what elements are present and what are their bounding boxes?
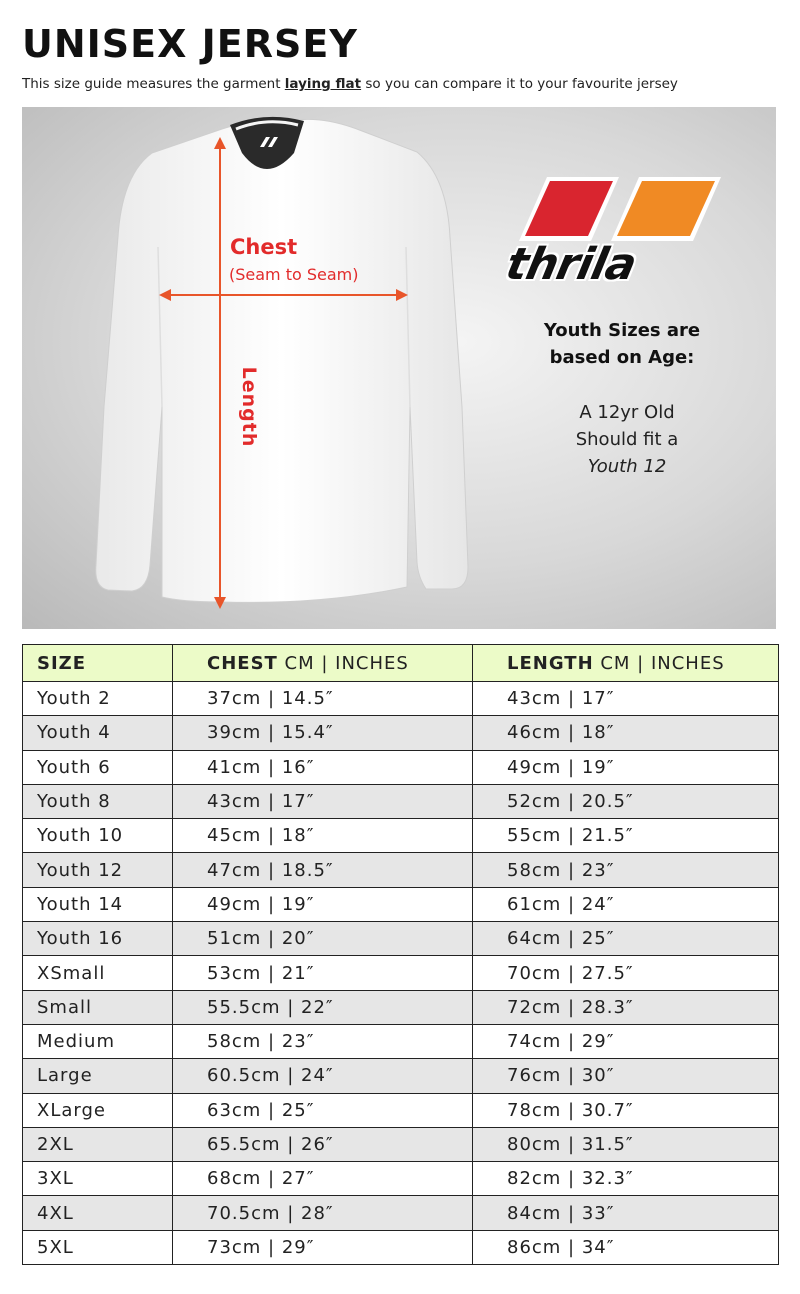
cell-size: Small (23, 990, 173, 1024)
table-row (23, 750, 779, 784)
table-header-row (23, 645, 779, 682)
cell-chest: 70.5cm | 28″ (173, 1196, 473, 1230)
cell-length: 52cm | 20.5″ (473, 784, 779, 818)
table-row (23, 1093, 779, 1127)
cell-chest: 51cm | 20″ (173, 922, 473, 956)
table-row (23, 1059, 779, 1093)
table-row (23, 1162, 779, 1196)
cell-chest: 65.5cm | 26″ (173, 1127, 473, 1161)
table-row (23, 990, 779, 1024)
cell-chest: 39cm | 15.4″ (173, 716, 473, 750)
cell-size: XSmall (23, 956, 173, 990)
cell-size: Youth 10 (23, 819, 173, 853)
cell-size: XLarge (23, 1093, 173, 1127)
cell-length: 84cm | 33″ (473, 1196, 779, 1230)
cell-length: 46cm | 18″ (473, 716, 779, 750)
cell-size: 4XL (23, 1196, 173, 1230)
table-row (23, 922, 779, 956)
table-row (23, 1024, 779, 1058)
cell-chest: 73cm | 29″ (173, 1230, 473, 1264)
cell-size: 3XL (23, 1162, 173, 1196)
cell-chest: 43cm | 17″ (173, 784, 473, 818)
table-row (23, 887, 779, 921)
cell-length: 70cm | 27.5″ (473, 956, 779, 990)
page-subtitle (22, 76, 782, 92)
cell-length: 72cm | 28.3″ (473, 990, 779, 1024)
cell-length: 82cm | 32.3″ (473, 1162, 779, 1196)
cell-size: 5XL (23, 1230, 173, 1264)
cell-size: Youth 8 (23, 784, 173, 818)
brand-logo (501, 169, 722, 290)
cell-length: 76cm | 30″ (473, 1059, 779, 1093)
jersey-body (96, 119, 468, 602)
youth-note-heading (517, 317, 727, 371)
subtitle-text-before: This size guide measures the garment (22, 76, 285, 92)
header-chest: CHEST CM | INCHES (173, 645, 473, 682)
cell-length: 74cm | 29″ (473, 1024, 779, 1058)
youth-note-line1: A 12yr Old (579, 402, 675, 423)
cell-chest: 55.5cm | 22″ (173, 990, 473, 1024)
cell-length: 43cm | 17″ (473, 682, 779, 716)
subtitle-text-after: so you can compare it to your favourite jersey (361, 76, 678, 92)
table-row (23, 784, 779, 818)
table-row (23, 1230, 779, 1264)
table-row (23, 716, 779, 750)
youth-heading-line1: Youth Sizes are (543, 320, 701, 341)
cell-length: 78cm | 30.7″ (473, 1093, 779, 1127)
cell-length: 58cm | 23″ (473, 853, 779, 887)
table-row (23, 819, 779, 853)
table-row (23, 956, 779, 990)
cell-chest: 58cm | 23″ (173, 1024, 473, 1058)
youth-heading-line2: based on Age: (549, 347, 695, 368)
cell-length: 55cm | 21.5″ (473, 819, 779, 853)
cell-chest: 47cm | 18.5″ (173, 853, 473, 887)
cell-chest: 63cm | 25″ (173, 1093, 473, 1127)
cell-size: Youth 6 (23, 750, 173, 784)
chest-label: Chest (230, 235, 298, 259)
cell-chest: 41cm | 16″ (173, 750, 473, 784)
youth-note-body (527, 399, 727, 480)
cell-length: 61cm | 24″ (473, 887, 779, 921)
cell-chest: 45cm | 18″ (173, 819, 473, 853)
header-size: SIZE (23, 645, 173, 682)
table-row (23, 1127, 779, 1161)
size-chart-table (22, 644, 779, 1265)
cell-size: Youth 4 (23, 716, 173, 750)
chest-sublabel: (Seam to Seam) (229, 265, 359, 284)
table-row (23, 1196, 779, 1230)
cell-chest: 37cm | 14.5″ (173, 682, 473, 716)
cell-chest: 60.5cm | 24″ (173, 1059, 473, 1093)
cell-size: Youth 2 (23, 682, 173, 716)
logo-stripes-icon (507, 169, 722, 249)
cell-chest: 68cm | 27″ (173, 1162, 473, 1196)
cell-size: Youth 16 (23, 922, 173, 956)
subtitle-emphasis: laying flat (284, 76, 362, 92)
youth-note-line2: Should fit a (575, 429, 679, 450)
cell-size: Medium (23, 1024, 173, 1058)
cell-size: 2XL (23, 1127, 173, 1161)
table-row (23, 853, 779, 887)
cell-chest: 49cm | 19″ (173, 887, 473, 921)
cell-size: Youth 14 (23, 887, 173, 921)
table-row (23, 682, 779, 716)
cell-length: 64cm | 25″ (473, 922, 779, 956)
length-label: Length (238, 366, 260, 448)
youth-note-line3: Youth 12 (587, 456, 667, 477)
cell-length: 49cm | 19″ (473, 750, 779, 784)
cell-size: Large (23, 1059, 173, 1093)
header-length: LENGTH CM | INCHES (473, 645, 779, 682)
jersey-diagram-panel (22, 107, 776, 629)
cell-length: 86cm | 34″ (473, 1230, 779, 1264)
cell-length: 80cm | 31.5″ (473, 1127, 779, 1161)
logo-wordmark: thrila (501, 239, 641, 290)
page-title: UNISEX JERSEY (22, 22, 358, 66)
cell-size: Youth 12 (23, 853, 173, 887)
cell-chest: 53cm | 21″ (173, 956, 473, 990)
